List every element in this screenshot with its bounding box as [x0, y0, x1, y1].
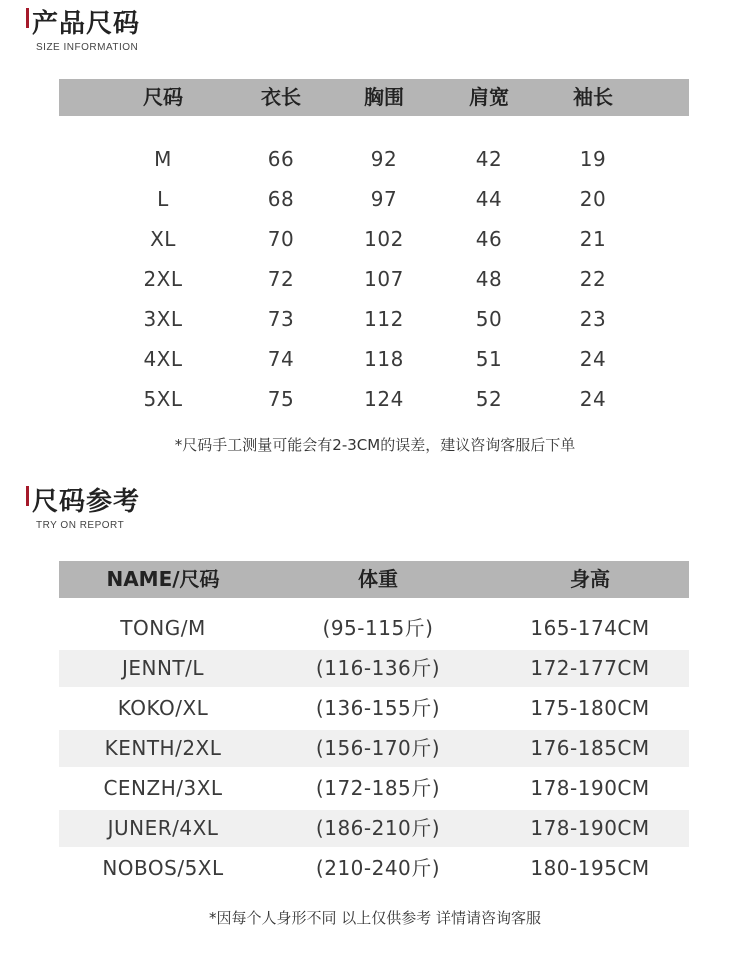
- cell-weight: (186-210斤): [315, 816, 441, 840]
- cell-length: 74: [267, 347, 295, 371]
- cell-size: 2XL: [143, 267, 183, 291]
- cell-chest: 112: [364, 307, 404, 331]
- cell-chest: 124: [364, 387, 404, 411]
- size-note: *尺码手工测量可能会有2-3CM的误差，建议咨询客服后下单: [174, 436, 576, 454]
- cell-weight: (116-136斤): [315, 656, 441, 680]
- cell-weight: (156-170斤): [315, 736, 441, 760]
- cell-shoulder: 46: [475, 227, 503, 251]
- size-section-subtitle: SIZE INFORMATION: [36, 42, 139, 53]
- cell-size: 3XL: [143, 307, 183, 331]
- cell-name-size: TONG/M: [120, 616, 206, 640]
- table-row: [59, 730, 689, 767]
- cell-size: L: [157, 187, 169, 211]
- table-row: [59, 650, 689, 687]
- cell-chest: 97: [370, 187, 398, 211]
- cell-size: XL: [150, 227, 176, 251]
- table-row: [59, 261, 689, 298]
- cell-weight: (95-115斤): [322, 616, 434, 640]
- cell-height: 178-190CM: [530, 816, 650, 840]
- cell-name-size: KENTH/2XL: [104, 736, 222, 760]
- cell-name-size: JUNER/4XL: [107, 816, 219, 840]
- cell-sleeve: 20: [579, 187, 607, 211]
- cell-length: 70: [267, 227, 295, 251]
- cell-size: M: [154, 147, 172, 171]
- table-row: [59, 221, 689, 258]
- cell-name-size: CENZH/3XL: [103, 776, 223, 800]
- cell-sleeve: 22: [579, 267, 607, 291]
- header-name-size: NAME/尺码: [106, 567, 220, 591]
- table-row: [59, 141, 689, 178]
- cell-chest: 102: [364, 227, 404, 251]
- cell-name-size: NOBOS/5XL: [102, 856, 224, 880]
- accent-bar: [26, 486, 29, 506]
- cell-chest: 107: [364, 267, 404, 291]
- cell-size: 5XL: [143, 387, 183, 411]
- cell-length: 73: [267, 307, 295, 331]
- table-row: [59, 770, 689, 807]
- cell-size: 4XL: [143, 347, 183, 371]
- size-table-header: [59, 79, 689, 116]
- header-size: 尺码: [143, 85, 183, 109]
- accent-bar: [26, 8, 29, 28]
- table-row: [59, 181, 689, 218]
- size-section-title: 产品尺码: [32, 9, 141, 39]
- cell-length: 72: [267, 267, 295, 291]
- cell-shoulder: 52: [475, 387, 503, 411]
- cell-weight: (210-240斤): [315, 856, 441, 880]
- cell-height: 175-180CM: [530, 696, 650, 720]
- table-row: [59, 690, 689, 727]
- table-row: [59, 381, 689, 418]
- cell-chest: 92: [370, 147, 398, 171]
- cell-sleeve: 23: [579, 307, 607, 331]
- table-row: [59, 301, 689, 338]
- header-sleeve: 袖长: [573, 85, 613, 109]
- cell-shoulder: 42: [475, 147, 503, 171]
- cell-shoulder: 44: [475, 187, 503, 211]
- cell-weight: (172-185斤): [315, 776, 441, 800]
- table-row: [59, 810, 689, 847]
- report-section-subtitle: TRY ON REPORT: [36, 520, 125, 531]
- cell-height: 176-185CM: [530, 736, 650, 760]
- cell-height: 178-190CM: [530, 776, 650, 800]
- cell-height: 172-177CM: [530, 656, 650, 680]
- cell-shoulder: 50: [475, 307, 503, 331]
- cell-sleeve: 24: [579, 347, 607, 371]
- cell-sleeve: 21: [579, 227, 607, 251]
- header-chest: 胸围: [364, 85, 404, 109]
- cell-shoulder: 51: [475, 347, 503, 371]
- header-height: 身高: [570, 567, 610, 591]
- cell-length: 68: [267, 187, 295, 211]
- header-weight: 体重: [358, 567, 398, 591]
- cell-shoulder: 48: [475, 267, 503, 291]
- header-shoulder: 肩宽: [469, 85, 509, 109]
- cell-sleeve: 24: [579, 387, 607, 411]
- cell-length: 75: [267, 387, 295, 411]
- cell-height: 180-195CM: [530, 856, 650, 880]
- report-table-header: [59, 561, 689, 598]
- header-length: 衣长: [261, 85, 301, 109]
- cell-name-size: KOKO/XL: [117, 696, 209, 720]
- cell-height: 165-174CM: [530, 616, 650, 640]
- report-section-title: 尺码参考: [32, 487, 141, 517]
- table-row: [59, 610, 689, 647]
- table-row: [59, 341, 689, 378]
- cell-name-size: JENNT/L: [121, 656, 205, 680]
- cell-sleeve: 19: [579, 147, 607, 171]
- cell-length: 66: [267, 147, 295, 171]
- cell-weight: (136-155斤): [315, 696, 441, 720]
- table-row: [59, 850, 689, 887]
- report-note: *因每个人身形不同 以上仅供参考 详情请咨询客服: [208, 909, 542, 927]
- cell-chest: 118: [364, 347, 404, 371]
